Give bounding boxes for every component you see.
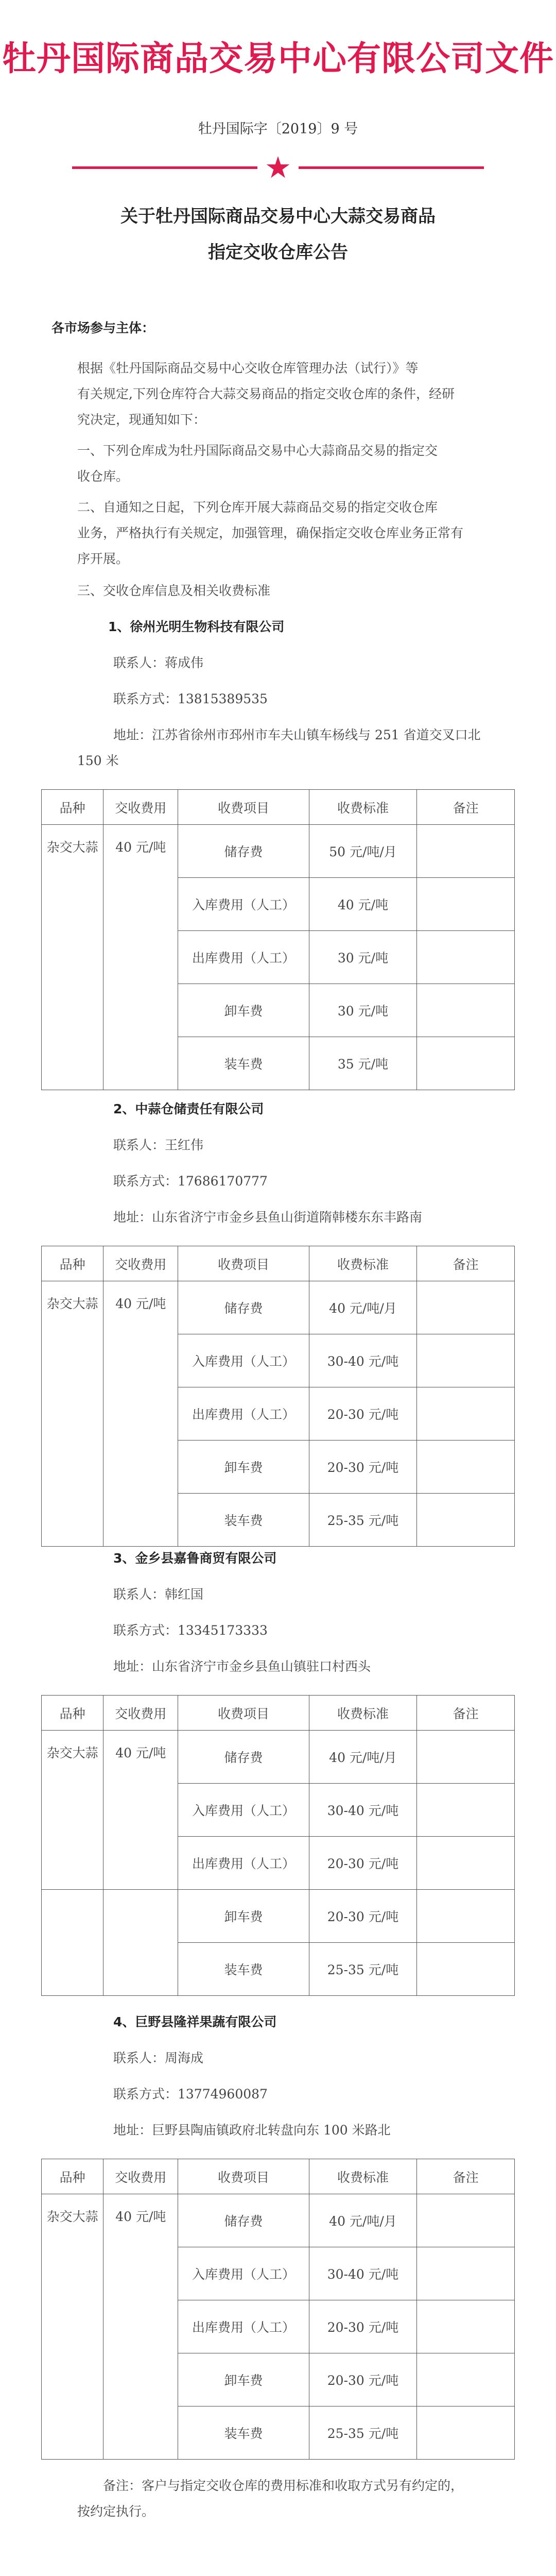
paragraph-line: 有关规定,下列仓库符合大蒜交易商品的指定交收仓库的条件，经研 <box>77 386 455 401</box>
item-cell: 储存费 <box>178 825 309 878</box>
table-header-row <box>42 790 515 825</box>
header-cell: 收费标准 <box>309 790 417 825</box>
header-divider-left <box>72 166 257 169</box>
warehouse-phone: 联系方式：13815389535 <box>113 691 268 706</box>
warehouse-address: 地址：山东省济宁市金乡县鱼山街道隋韩楼东东丰路南 <box>113 1210 423 1225</box>
item-cell: 储存费 <box>178 1731 309 1784</box>
remark-cell <box>417 1037 515 1090</box>
header-cell: 品种 <box>42 790 103 825</box>
header-divider-right <box>299 166 484 169</box>
header-cell: 备注 <box>417 790 515 825</box>
fee-table <box>41 789 515 1090</box>
fee-table <box>41 1695 515 1996</box>
remark-cell <box>417 878 515 931</box>
header-cell: 收费项目 <box>178 1246 309 1281</box>
warehouse-address: 150 米 <box>77 753 119 768</box>
standard-cell: 30-40 元/吨 <box>309 1334 417 1387</box>
variety-cell: 杂交大蒜 <box>42 1731 103 1890</box>
warehouse-phone: 联系方式：17686170777 <box>113 1174 268 1189</box>
warehouse-contact: 联系人：周海成 <box>113 2050 204 2065</box>
header-cell: 品种 <box>42 1246 103 1281</box>
header-cell: 备注 <box>417 1246 515 1281</box>
remark-cell <box>417 2406 515 2460</box>
standard-cell: 30 元/吨 <box>309 931 417 984</box>
item-cell: 装车费 <box>178 1494 309 1547</box>
header-cell: 备注 <box>417 2159 515 2194</box>
standard-cell: 20-30 元/吨 <box>309 1890 417 1943</box>
warehouse-name: 2、中蒜仓储责任有限公司 <box>113 1101 264 1116</box>
table-row <box>42 1281 515 1334</box>
remark-cell <box>417 984 515 1037</box>
standard-cell: 40 元/吨/月 <box>309 1731 417 1784</box>
remark-cell <box>417 1784 515 1837</box>
variety-cell: 杂交大蒜 <box>42 2194 103 2460</box>
warehouse-contact: 联系人：王红伟 <box>113 1138 204 1153</box>
remark-cell <box>417 2300 515 2353</box>
item-cell: 卸车费 <box>178 1890 309 1943</box>
remark-cell <box>417 2247 515 2300</box>
standard-cell: 30-40 元/吨 <box>309 1784 417 1837</box>
header-cell: 收费项目 <box>178 2159 309 2194</box>
standard-cell: 20-30 元/吨 <box>309 2300 417 2353</box>
note-line: 按约定执行。 <box>77 2504 155 2519</box>
variety-cell: 杂交大蒜 <box>42 1281 103 1547</box>
warehouse-phone: 联系方式：13345173333 <box>113 1623 268 1638</box>
item-cell: 出库费用（人工） <box>178 1837 309 1890</box>
salutation: 各市场参与主体： <box>51 320 155 335</box>
note-line: 备注：客户与指定交收仓库的费用标准和收取方式另有约定的， <box>103 2478 464 2493</box>
paragraph-line: 根据《牡丹国际商品交易中心交收仓库管理办法（试行）》等 <box>77 361 419 376</box>
item-cell: 出库费用（人工） <box>178 1387 309 1440</box>
unit-fee-cell-empty <box>103 1890 178 1996</box>
item-cell: 出库费用（人工） <box>178 2300 309 2353</box>
warehouse-address: 地址：山东省济宁市金乡县鱼山镇驻口村西头 <box>113 1659 371 1674</box>
standard-cell: 30-40 元/吨 <box>309 2247 417 2300</box>
item-cell: 装车费 <box>178 1943 309 1996</box>
remark-cell <box>417 1731 515 1784</box>
remark-cell <box>417 825 515 878</box>
header-cell: 收费项目 <box>178 1696 309 1731</box>
header-cell: 品种 <box>42 1696 103 1731</box>
paragraph-line: 二、自通知之日起，下列仓库开展大蒜商品交易的指定交收仓库 <box>77 500 438 515</box>
header-cell: 收费标准 <box>309 1696 417 1731</box>
header-cell: 交收费用 <box>103 1696 178 1731</box>
item-cell: 装车费 <box>178 1037 309 1090</box>
doc-number: 牡丹国际字〔2019〕9 号 <box>198 121 358 137</box>
remark-cell <box>417 1837 515 1890</box>
warehouse-name: 3、金乡县嘉鲁商贸有限公司 <box>113 1551 277 1566</box>
unit-fee-cell: 40 元/吨 <box>103 825 178 1090</box>
remark-cell <box>417 1943 515 1996</box>
header-cell: 交收费用 <box>103 1246 178 1281</box>
table-header-row <box>42 2159 515 2194</box>
remark-cell <box>417 1494 515 1547</box>
standard-cell: 40 元/吨/月 <box>309 1281 417 1334</box>
header-org-title: 牡丹国际商品交易中心有限公司文件 <box>2 39 554 78</box>
warehouse-address: 地址：江苏省徐州市邳州市车夫山镇车杨线与 251 省道交叉口北 <box>113 727 481 742</box>
remark-cell <box>417 1334 515 1387</box>
item-cell: 储存费 <box>178 2194 309 2247</box>
remark-cell <box>417 2194 515 2247</box>
standard-cell: 20-30 元/吨 <box>309 1837 417 1890</box>
unit-fee-cell: 40 元/吨 <box>103 2194 178 2460</box>
paragraph-line: 收仓库。 <box>77 469 129 484</box>
paragraph-line: 一、下列仓库成为牡丹国际商品交易中心大蒜商品交易的指定交 <box>77 443 438 458</box>
table-row <box>42 1890 515 1943</box>
standard-cell: 50 元/吨/月 <box>309 825 417 878</box>
header-cell: 品种 <box>42 2159 103 2194</box>
table-header-row <box>42 1246 515 1281</box>
item-cell: 卸车费 <box>178 1440 309 1494</box>
remark-cell <box>417 1387 515 1440</box>
paragraph-line: 业务，严格执行有关规定，加强管理，确保指定交收仓库业务正常有 <box>77 526 464 540</box>
header-cell: 收费项目 <box>178 790 309 825</box>
item-cell: 入库费用（人工） <box>178 878 309 931</box>
standard-cell: 25-35 元/吨 <box>309 1494 417 1547</box>
warehouse-address: 地址：巨野县陶庙镇政府北转盘向东 100 米路北 <box>113 2123 391 2138</box>
item-cell: 入库费用（人工） <box>178 2247 309 2300</box>
table-row <box>42 1731 515 1784</box>
item-cell: 卸车费 <box>178 2353 309 2406</box>
table-row <box>42 2194 515 2247</box>
standard-cell: 20-30 元/吨 <box>309 1440 417 1494</box>
warehouse-contact: 联系人：韩红国 <box>113 1587 204 1602</box>
item-cell: 入库费用（人工） <box>178 1784 309 1837</box>
standard-cell: 30 元/吨 <box>309 984 417 1037</box>
header-cell: 交收费用 <box>103 790 178 825</box>
item-cell: 出库费用（人工） <box>178 931 309 984</box>
item-cell: 卸车费 <box>178 984 309 1037</box>
warehouse-name: 4、巨野县隆祥果蔬有限公司 <box>113 2014 277 2029</box>
remark-cell <box>417 1440 515 1494</box>
standard-cell: 25-35 元/吨 <box>309 2406 417 2460</box>
standard-cell: 25-35 元/吨 <box>309 1943 417 1996</box>
table-header-row <box>42 1696 515 1731</box>
item-cell: 装车费 <box>178 2406 309 2460</box>
standard-cell: 20-30 元/吨 <box>309 1387 417 1440</box>
paragraph-line: 序开展。 <box>77 551 129 566</box>
variety-cell-empty <box>42 1890 103 1996</box>
warehouse-phone: 联系方式：13774960087 <box>113 2087 268 2102</box>
header-cell: 备注 <box>417 1696 515 1731</box>
remark-cell <box>417 1890 515 1943</box>
doc-title-line2: 指定交收仓库公告 <box>208 242 348 263</box>
variety-cell: 杂交大蒜 <box>42 825 103 1090</box>
standard-cell: 40 元/吨/月 <box>309 2194 417 2247</box>
fee-table <box>41 2159 515 2460</box>
header-cell: 收费标准 <box>309 1246 417 1281</box>
item-cell: 储存费 <box>178 1281 309 1334</box>
standard-cell: 40 元/吨 <box>309 878 417 931</box>
paragraph-line: 究决定，现通知如下： <box>77 412 206 427</box>
remark-cell <box>417 931 515 984</box>
warehouse-contact: 联系人：蒋成伟 <box>113 655 204 670</box>
header-cell: 交收费用 <box>103 2159 178 2194</box>
doc-title-line1: 关于牡丹国际商品交易中心大蒜交易商品 <box>120 206 436 227</box>
standard-cell: 20-30 元/吨 <box>309 2353 417 2406</box>
standard-cell: 35 元/吨 <box>309 1037 417 1090</box>
remark-cell <box>417 2353 515 2406</box>
section-heading: 三、交收仓库信息及相关收费标准 <box>77 583 271 598</box>
star-icon: ★ <box>265 150 291 185</box>
item-cell: 入库费用（人工） <box>178 1334 309 1387</box>
warehouse-name: 1、徐州光明生物科技有限公司 <box>108 619 285 634</box>
unit-fee-cell: 40 元/吨 <box>103 1281 178 1547</box>
remark-cell <box>417 1281 515 1334</box>
header-cell: 收费标准 <box>309 2159 417 2194</box>
fee-table <box>41 1246 515 1547</box>
table-row <box>42 825 515 878</box>
unit-fee-cell: 40 元/吨 <box>103 1731 178 1890</box>
